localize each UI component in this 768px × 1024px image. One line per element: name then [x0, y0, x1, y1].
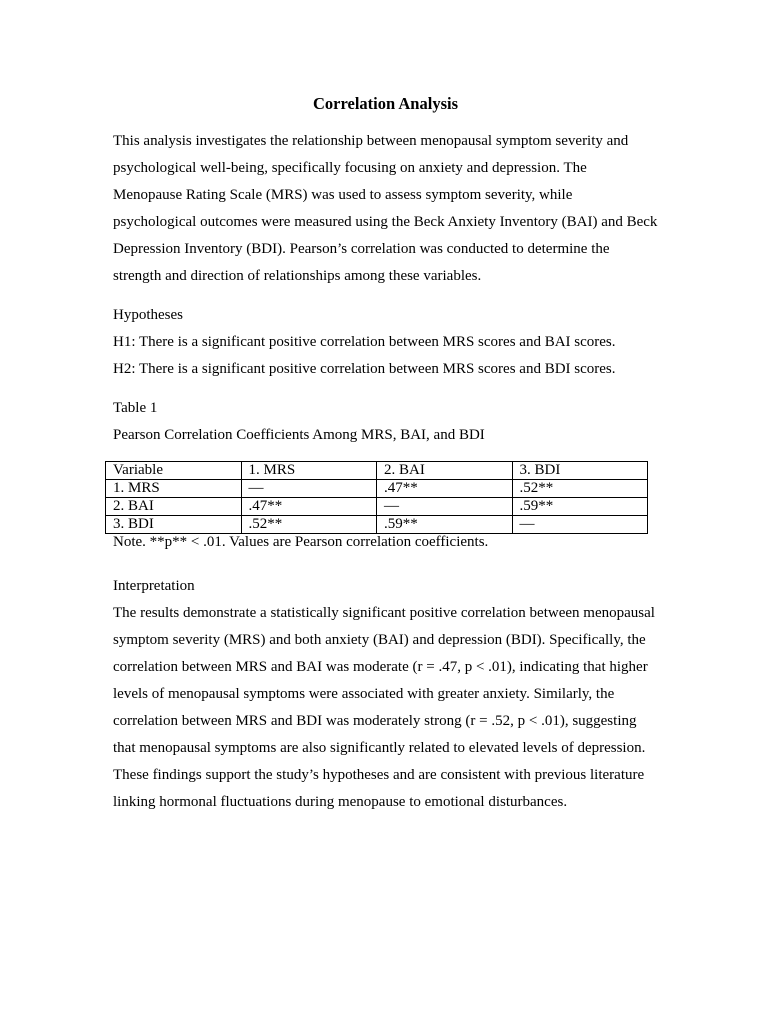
table-cell: .52** [512, 480, 648, 498]
spacer [113, 290, 658, 302]
table-row [106, 480, 648, 498]
table-cell: .47** [241, 498, 377, 516]
hypothesis-2: H2: There is a significant positive correlation between MRS scores and BDI scores. [113, 361, 616, 377]
table-header-cell: 2. BAI [377, 462, 513, 480]
table-cell: 2. BAI [106, 498, 242, 516]
table-cell: .52** [241, 516, 377, 534]
table-header-cell: 3. BDI [512, 462, 648, 480]
intro-paragraph: This analysis investigates the relationship between menopausal symptom severity and psychological well-being, specifically focusing on anxiety and depression. The Menopause Rating Scale (MRS) was used to assess symptom severity, while psychological outcomes were measured using the Beck Anxiety Inventory (BAI) and Beck Depression Inventory (BDI). Pearson’s correlation was conducted to determine the strength and direction of relationships among these variables. [113, 133, 658, 284]
table-cell: — [512, 516, 648, 534]
hypothesis-1: H1: There is a significant positive correlation between MRS scores and BAI scores. [113, 334, 616, 350]
table-cell: 3. BDI [106, 516, 242, 534]
table-row [106, 498, 648, 516]
hypotheses-heading: Hypotheses [113, 307, 183, 323]
table-row [106, 516, 648, 534]
table-cell: — [241, 480, 377, 498]
table-cell: — [377, 498, 513, 516]
document-title: Correlation Analysis [313, 94, 458, 113]
table-cell: .47** [377, 480, 513, 498]
interpretation-paragraph: The results demonstrate a statistically significant positive correlation between menopausal symptom severity (MRS) and both anxiety (BAI) and depression (BDI). Specifically, the correlation between MRS and BAI was moderate (r = .47, p < .01), indicating that higher levels of menopausal symptoms were associated with greater anxiety. Similarly, the correlation between MRS and BDI was moderately strong (r = .52, p < .01), suggesting that menopausal symptoms are also significantly related to elevated levels of depression. These findings support the study’s hypotheses and are consistent with previous literature linking hormonal fluctuations during menopause to emotional disturbances. [113, 605, 655, 810]
spacer [113, 383, 658, 395]
table-header-row [106, 462, 648, 480]
table-label: Table 1 [113, 400, 158, 416]
table-cell: .59** [377, 516, 513, 534]
table-header-cell: 1. MRS [241, 462, 377, 480]
table-cell: 1. MRS [106, 480, 242, 498]
table-note: Note. **p** < .01. Values are Pearson correlation coefficients. [113, 534, 489, 550]
table-header-cell: Variable [106, 462, 242, 480]
document-page [113, 93, 658, 816]
table-caption: Pearson Correlation Coefficients Among MRS, BAI, and BDI [113, 427, 485, 443]
spacer [113, 551, 658, 573]
interpretation-heading: Interpretation [113, 578, 195, 594]
correlation-table [105, 461, 648, 534]
table-cell: .59** [512, 498, 648, 516]
